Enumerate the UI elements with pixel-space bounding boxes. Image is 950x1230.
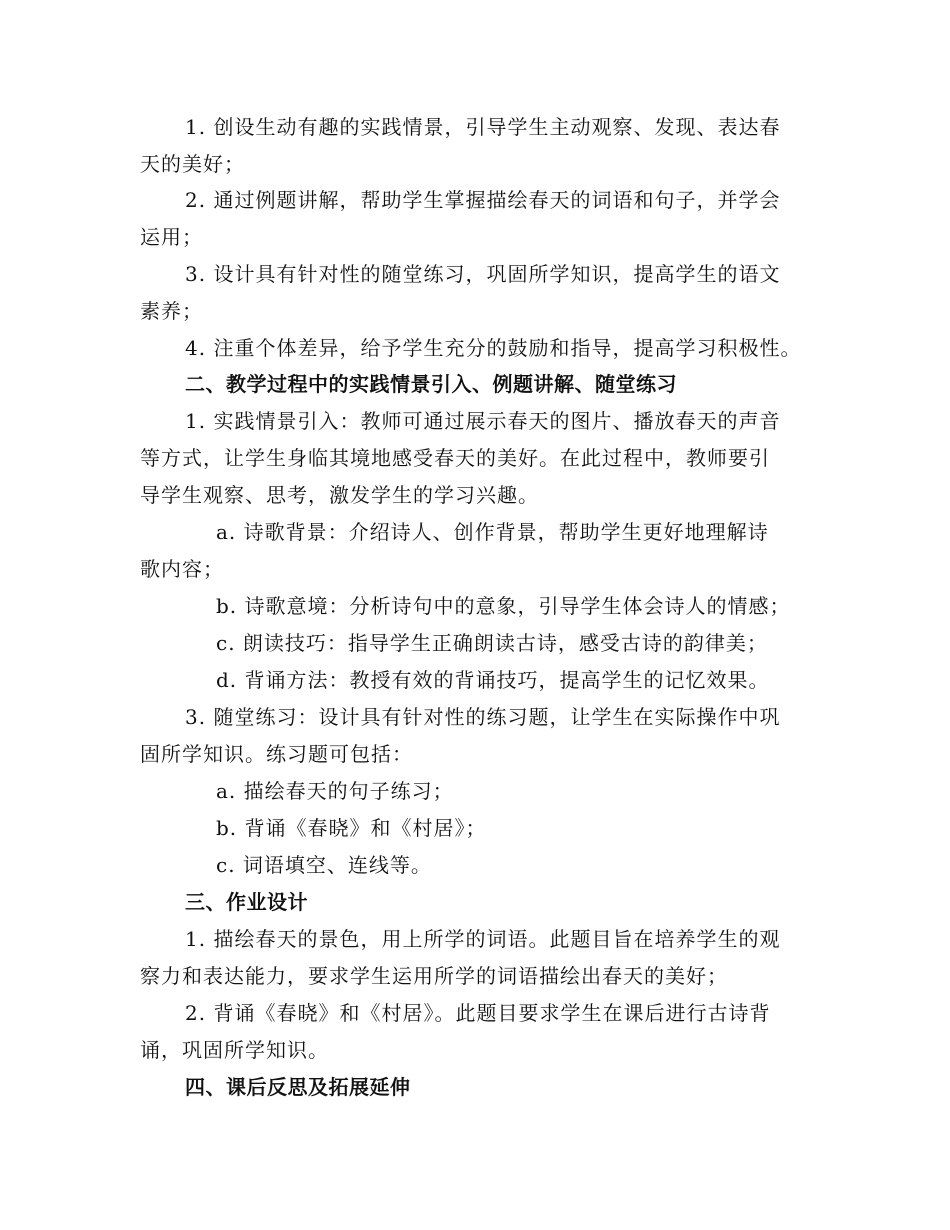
section-3-heading: 三、作业设计 xyxy=(185,890,308,914)
homework-2-line-2: 诵，巩固所学知识。 xyxy=(140,1038,329,1062)
sub-item-b: b. 诗歌意境：分析诗句中的意象，引导学生体会诗人的情感； xyxy=(216,594,791,618)
section-2-heading: 二、教学过程中的实践情景引入、例题讲解、随堂练习 xyxy=(185,372,677,396)
process-1-line-2: 等方式，让学生身临其境地感受春天的美好。在此过程中，教师要引 xyxy=(140,446,770,470)
sub-item-a-line-1: a. 诗歌背景：介绍诗人、创作背景，帮助学生更好地理解诗 xyxy=(216,520,769,544)
homework-1-line-2: 察力和表达能力，要求学生运用所学的词语描绘出春天的美好； xyxy=(140,964,728,988)
process-3-line-1: 3. 随堂练习：设计具有针对性的练习题，让学生在实际操作中巩 xyxy=(185,705,781,729)
process-3-line-2: 固所学知识。练习题可包括： xyxy=(140,742,413,766)
sub-item-c: c. 朗读技巧：指导学生正确朗读古诗，感受古诗的韵律美； xyxy=(216,631,768,655)
process-1-line-1: 1. 实践情景引入：教师可通过展示春天的图片、播放春天的声音 xyxy=(185,409,781,433)
objective-2-line-1: 2. 通过例题讲解，帮助学生掌握描绘春天的词语和句子，并学会 xyxy=(185,188,781,212)
exercise-b: b. 背诵《春晓》和《村居》； xyxy=(216,816,487,840)
objective-2-line-2: 运用； xyxy=(140,225,203,249)
sub-item-d: d. 背诵方法：教授有效的背诵技巧，提高学生的记忆效果。 xyxy=(216,668,770,692)
homework-1-line-1: 1. 描绘春天的景色，用上所学的词语。此题目旨在培养学生的观 xyxy=(185,927,781,951)
objective-3-line-1: 3. 设计具有针对性的随堂练习，巩固所学知识，提高学生的语文 xyxy=(185,262,781,286)
objective-4: 4. 注重个体差异，给予学生充分的鼓励和指导，提高学习积极性。 xyxy=(185,336,802,360)
objective-1-line-2: 天的美好； xyxy=(140,152,245,176)
exercise-c: c. 词语填空、连线等。 xyxy=(216,853,432,877)
exercise-a: a. 描绘春天的句子练习； xyxy=(216,779,454,803)
objective-1-line-1: 1. 创设生动有趣的实践情景，引导学生主动观察、发现、表达春 xyxy=(185,115,781,139)
homework-2-line-1: 2. 背诵《春晓》和《村居》。此题目要求学生在课后进行古诗背 xyxy=(185,1001,771,1025)
objective-3-line-2: 素养； xyxy=(140,299,203,323)
process-1-line-3: 导学生观察、思考，激发学生的学习兴趣。 xyxy=(140,483,539,507)
section-4-heading: 四、课后反思及拓展延伸 xyxy=(185,1075,411,1099)
sub-item-a-line-2: 歌内容； xyxy=(140,557,224,581)
